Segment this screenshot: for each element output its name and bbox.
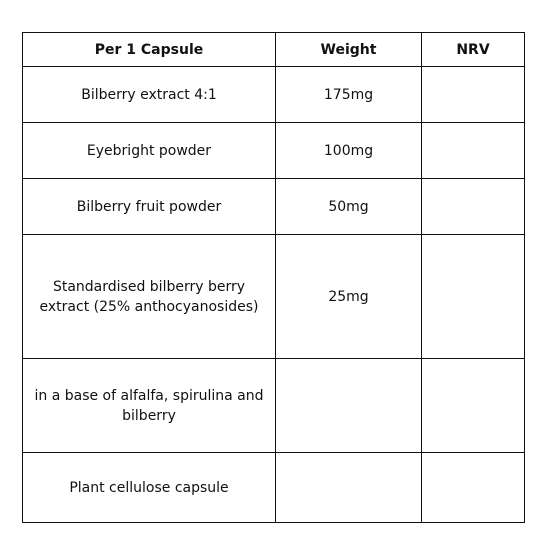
weight-cell: 100mg — [276, 123, 422, 179]
table-row — [23, 453, 525, 523]
nrv-cell — [422, 179, 525, 235]
ingredient-cell: Plant cellulose capsule — [23, 453, 276, 523]
ingredient-cell: Standardised bilberry berry extract (25% anthocyanosides) — [23, 235, 276, 359]
ingredient-cell: Bilberry fruit powder — [23, 179, 276, 235]
ingredient-cell: Bilberry extract 4:1 — [23, 67, 276, 123]
ingredient-cell: Eyebright powder — [23, 123, 276, 179]
table-row — [23, 359, 525, 453]
table-row — [23, 67, 525, 123]
nrv-cell — [422, 359, 525, 453]
table-row — [23, 179, 525, 235]
table-header-row — [23, 33, 525, 67]
table-row — [23, 235, 525, 359]
weight-cell: 50mg — [276, 179, 422, 235]
header-weight: Weight — [276, 33, 422, 67]
table-row — [23, 123, 525, 179]
weight-cell — [276, 359, 422, 453]
ingredient-cell: in a base of alfalfa, spirulina and bilberry — [23, 359, 276, 453]
nrv-cell — [422, 235, 525, 359]
weight-cell: 25mg — [276, 235, 422, 359]
weight-cell: 175mg — [276, 67, 422, 123]
nrv-cell — [422, 67, 525, 123]
nrv-cell — [422, 453, 525, 523]
supplement-facts-table — [22, 32, 525, 523]
weight-cell — [276, 453, 422, 523]
header-per-capsule: Per 1 Capsule — [23, 33, 276, 67]
header-nrv: NRV — [422, 33, 525, 67]
nrv-cell — [422, 123, 525, 179]
